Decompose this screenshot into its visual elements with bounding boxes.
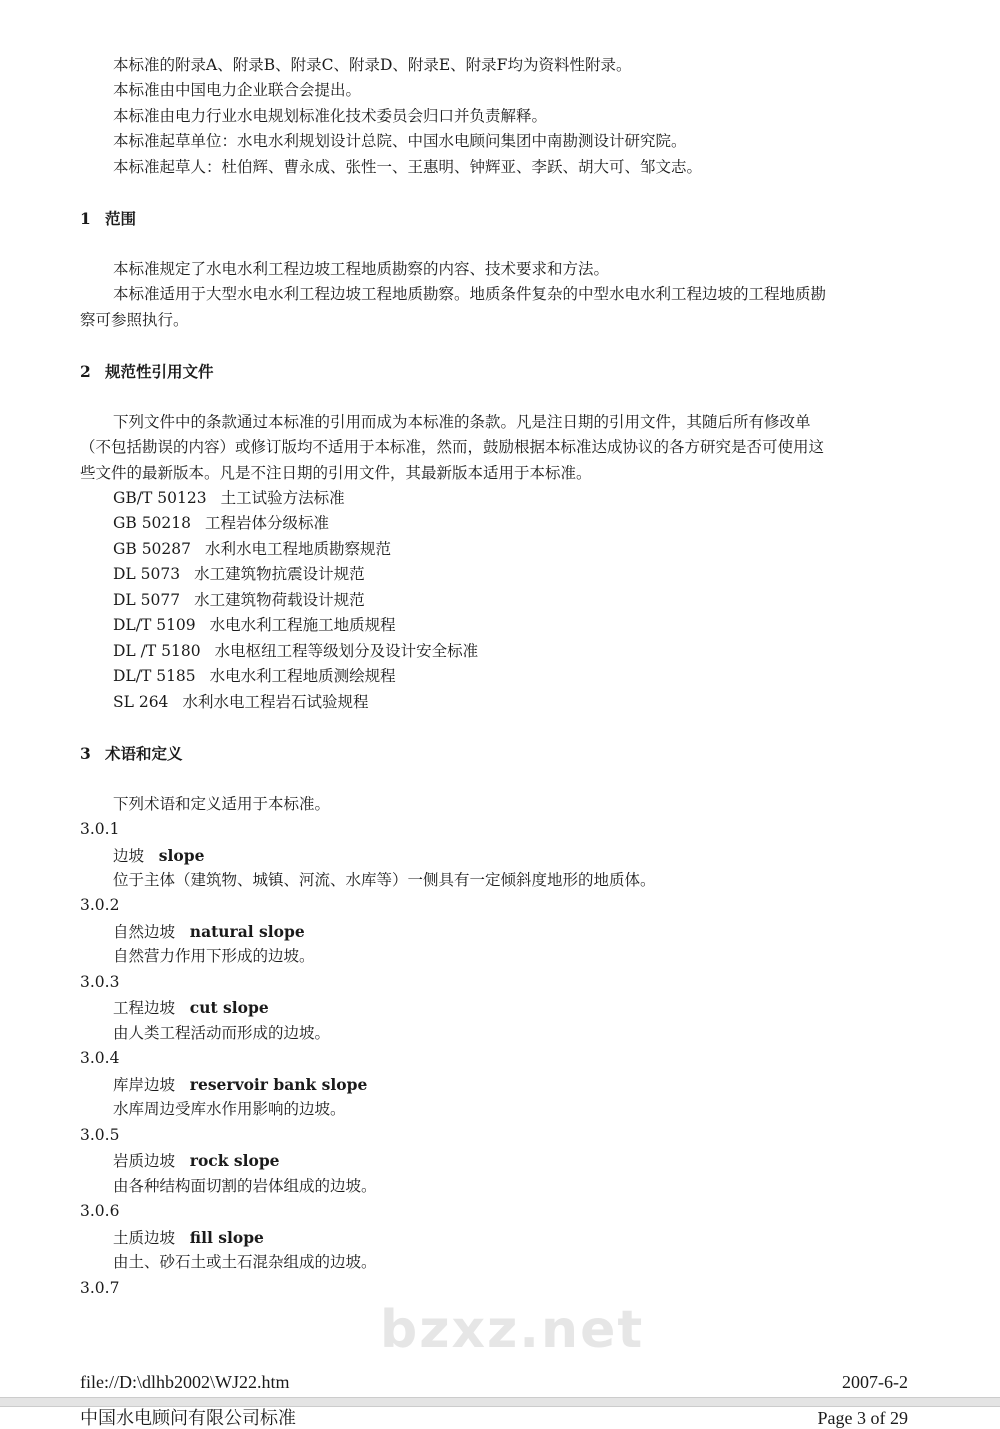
reference-item [80,690,910,715]
paragraph: 些文件的最新版本。凡是不注日期的引用文件，其最新版本适用于本标准。 [80,463,592,482]
print-date: 2007-6-2 [842,1372,908,1392]
reference-code: GB 50218 [113,514,192,533]
reference-title: 水电水利工程地质测绘规程 [209,667,396,686]
intro-line: 本标准由电力行业水电规划标准化技术委员会归口并负责解释。 [113,106,548,125]
reference-item [80,537,910,562]
term-definition: 自然营力作用下形成的边坡。 [113,947,315,966]
paragraph: 下列文件中的条款通过本标准的引用而成为本标准的条款。凡是注日期的引用文件，其随后所有修改单 [113,412,811,431]
reference-code: DL /T 5180 [113,641,201,660]
term-number: 3.0.5 [80,1125,120,1144]
next-page-header [80,1408,908,1429]
term-definition: 由土、砂石土或土石混杂组成的边坡。 [113,1253,377,1272]
term-cn: 边坡 [113,846,145,865]
paragraph: 下列术语和定义适用于本标准。 [113,794,331,813]
intro-line: 本标准由中国电力企业联合会提出。 [113,81,362,100]
reference-code: GB/T 50123 [113,488,207,507]
reference-item [80,613,910,638]
print-footer [80,1372,908,1393]
reference-item [80,511,910,536]
reference-item [80,639,910,664]
reference-code: DL/T 5109 [113,616,196,635]
page-separator [0,1397,1000,1407]
section-2-heading: 2 规范性引用文件 [80,361,214,381]
term-definition: 由各种结构面切割的岩体组成的边坡。 [113,1176,377,1195]
intro-line: 本标准起草人：杜伯辉、曹永成、张性一、王惠明、钟辉亚、李跃、胡大可、邹文志。 [113,157,703,176]
next-page-org: 中国水电顾问有限公司标准 [80,1408,296,1428]
reference-title: 水利水电工程地质勘察规范 [205,539,392,558]
term-en: slope [158,845,205,865]
term-en: rock slope [189,1151,280,1171]
reference-title: 水电水利工程施工地质规程 [209,616,396,635]
term-name [80,1072,910,1097]
intro-line: 本标准的附录A、附录B、附录C、附录D、附录E、附录F均为资料性附录。 [113,56,632,74]
reference-code: DL 5077 [113,590,181,609]
section-1-heading: 1 范围 [80,208,137,228]
term-en: reservoir bank slope [189,1074,368,1094]
term-number: 3.0.7 [80,1278,120,1297]
term-name [80,919,910,944]
term-name [80,843,910,868]
term-number: 3.0.1 [80,820,120,839]
term-definition: 位于主体（建筑物、城镇、河流、水库等）一侧具有一定倾斜度地形的地质体。 [113,871,656,889]
page-number: Page 3 of 29 [817,1408,908,1428]
reference-item [80,664,910,689]
term-number: 3.0.6 [80,1202,120,1221]
intro-line: 本标准起草单位：水电水利规划设计总院、中国水电顾问集团中南勘测设计研究院。 [113,132,687,151]
reference-code: GB 50287 [113,539,192,558]
term-name [80,995,910,1020]
term-cn: 土质边坡 [113,1228,176,1247]
reference-item [80,562,910,587]
term-cn: 自然边坡 [113,922,176,941]
reference-title: 水利水电工程岩石试验规程 [182,692,369,711]
term-name [80,1148,910,1173]
term-definition: 由人类工程活动而形成的边坡。 [113,1023,331,1042]
paragraph: 察可参照执行。 [80,310,189,329]
section-3-heading: 3 术语和定义 [80,743,183,763]
paragraph: 本标准适用于大型水电水利工程边坡工程地质勘察。地质条件复杂的中型水电水利工程边坡的工程地质勘 [113,285,827,304]
reference-code: SL 264 [113,692,169,711]
term-name [80,1225,910,1250]
reference-item [80,486,910,511]
paragraph: 本标准规定了水电水利工程边坡工程地质勘察的内容、技术要求和方法。 [113,259,610,278]
reference-title: 土工试验方法标准 [220,488,345,507]
watermark: bzxz.net [380,1300,645,1360]
reference-title: 水工建筑物抗震设计规范 [194,565,365,584]
term-number: 3.0.2 [80,896,120,915]
reference-title: 工程岩体分级标准 [205,514,330,533]
term-en: cut slope [189,998,269,1018]
reference-code: DL 5073 [113,565,181,584]
term-cn: 岩质边坡 [113,1152,176,1171]
reference-code: DL/T 5185 [113,667,196,686]
reference-title: 水电枢纽工程等级划分及设计安全标准 [214,641,479,660]
term-en: fill slope [189,1227,264,1247]
term-number: 3.0.4 [80,1049,120,1068]
term-number: 3.0.3 [80,972,120,991]
term-cn: 库岸边坡 [113,1075,176,1094]
reference-title: 水工建筑物荷载设计规范 [194,590,365,609]
document-page [80,53,910,1301]
paragraph: （不包括勘误的内容）或修订版均不适用于本标准，然而，鼓励根据本标准达成协议的各方研究是否可使用这 [80,438,825,457]
term-definition: 水库周边受库水作用影响的边坡。 [113,1100,346,1119]
reference-item [80,588,910,613]
term-en: natural slope [189,921,305,941]
term-cn: 工程边坡 [113,999,176,1018]
file-path: file://D:\dlhb2002\WJ22.htm [80,1372,290,1392]
